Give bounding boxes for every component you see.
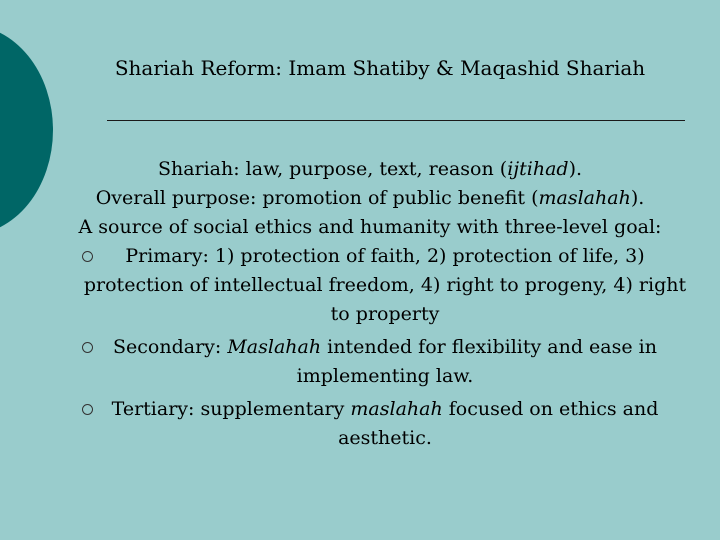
line-overall-purpose: Overall purpose: promotion of public benefit (maslahah). <box>95 187 645 209</box>
slide-body <box>40 155 700 453</box>
hollow-circle-bullet-icon <box>82 251 93 262</box>
line-shariah-definition: Shariah: law, purpose, text, reason (ijtihad). <box>157 158 583 180</box>
bullet-primary-text: Primary: 1) protection of faith, 2) protection of life, 3) protection of intellectual freedom, 4) right to progeny, 4) right to property <box>83 245 687 325</box>
bullet-secondary: Secondary: Maslahah intended for flexibility and ease in implementing law. <box>40 333 700 391</box>
title-divider <box>107 120 685 121</box>
hollow-circle-bullet-icon <box>82 342 93 353</box>
bullet-tertiary: Tertiary: supplementary maslahah focused on ethics and aesthetic. <box>40 395 700 453</box>
bullet-primary <box>40 242 700 329</box>
slide-title: Shariah Reform: Imam Shatiby & Maqashid Shariah <box>114 56 646 80</box>
line-social-ethics: A source of social ethics and humanity with three-level goal: <box>78 216 662 238</box>
hollow-circle-bullet-icon <box>82 404 93 415</box>
